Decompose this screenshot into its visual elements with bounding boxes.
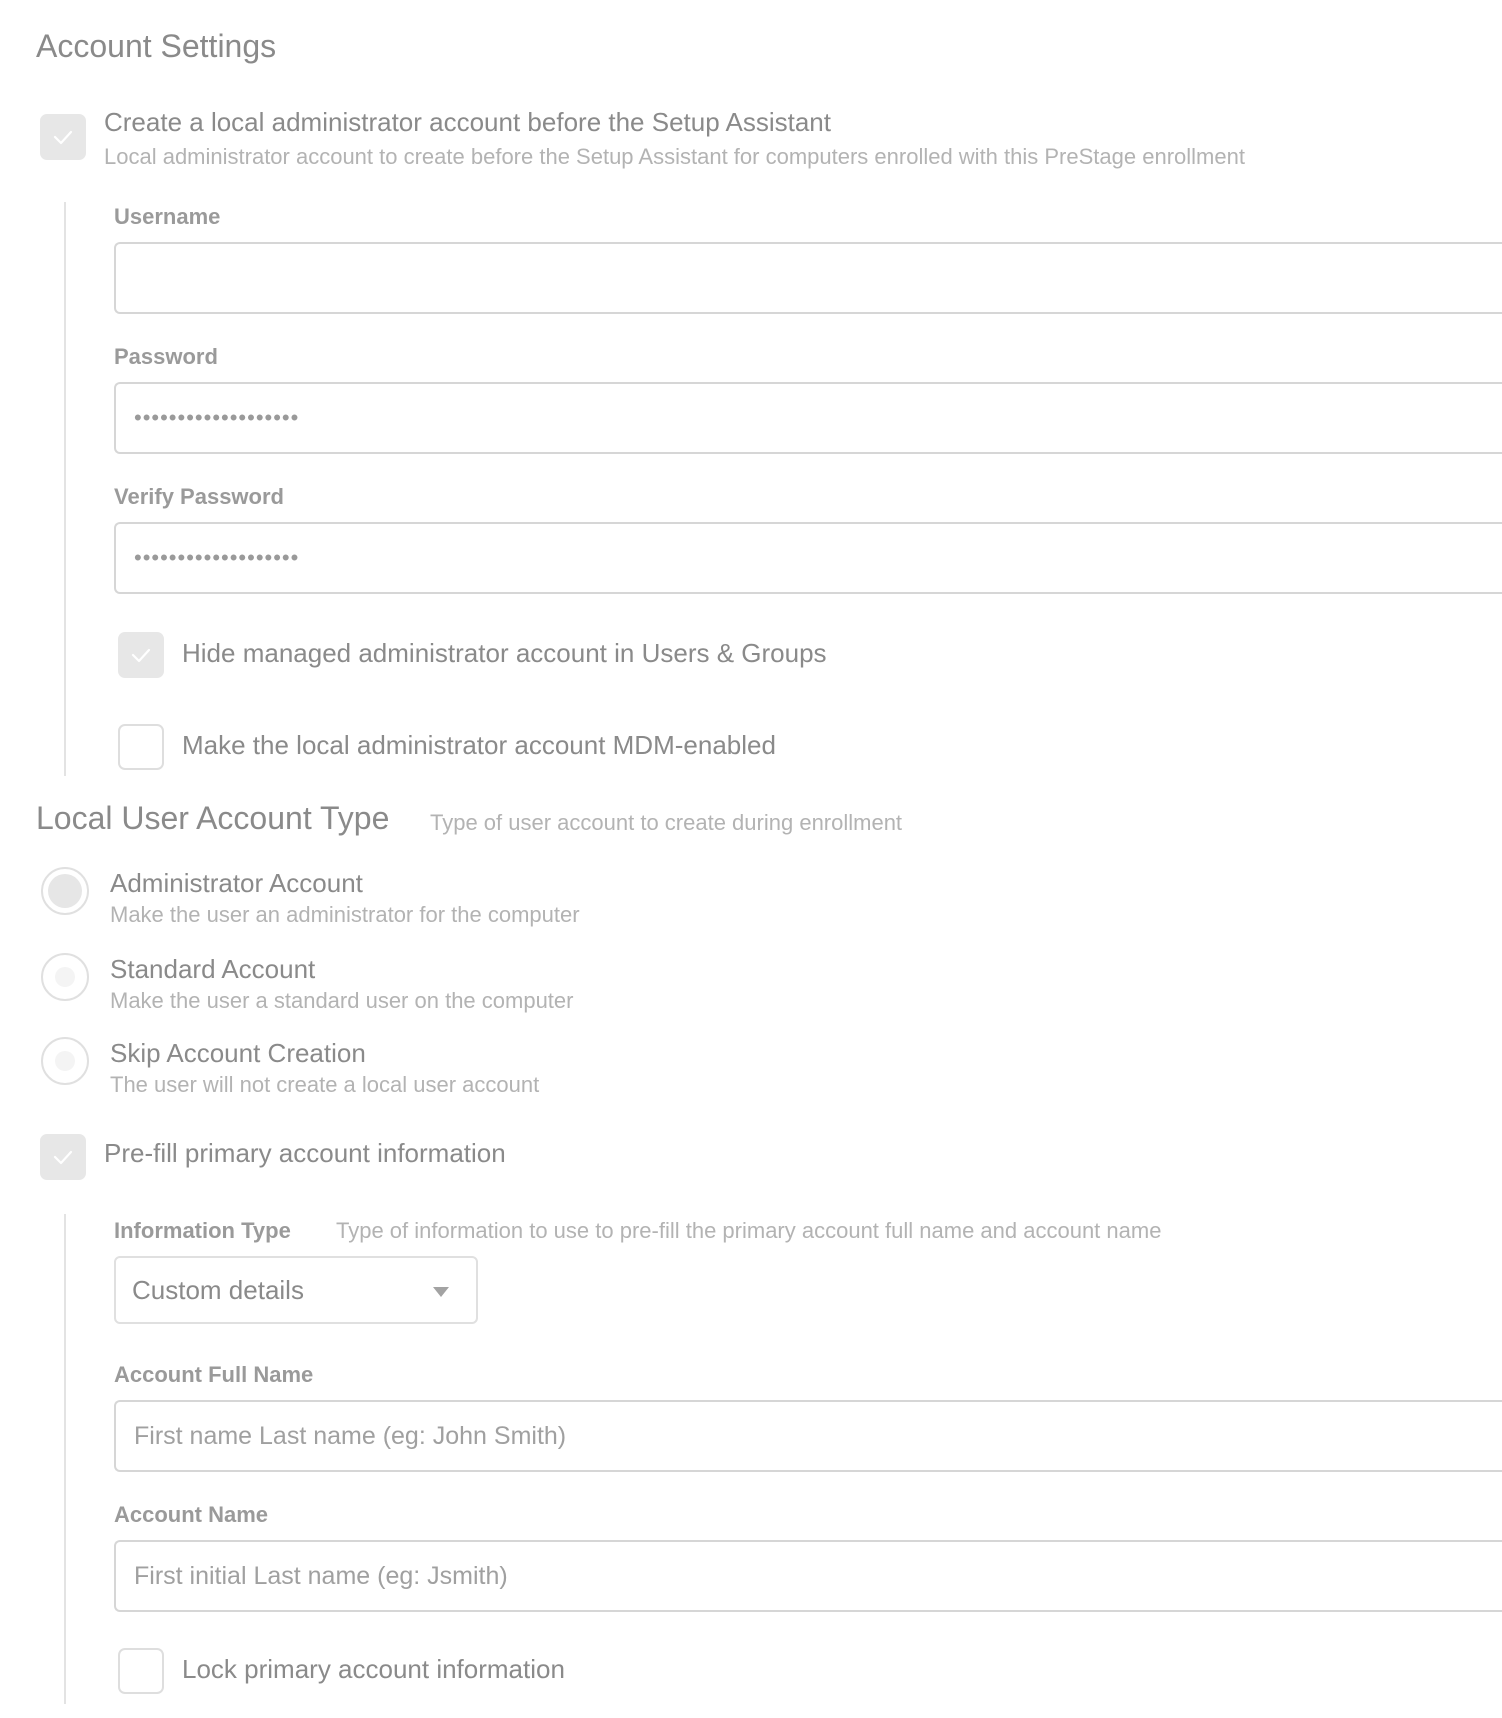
- username-label: Username: [114, 204, 221, 229]
- verify-password-label: Verify Password: [114, 484, 284, 509]
- section-indent-line: [64, 1214, 66, 1704]
- information-type-select[interactable]: [114, 1256, 478, 1324]
- password-input[interactable]: [114, 382, 1502, 454]
- standard-account-description: Make the user a standard user on the computer: [110, 988, 574, 1013]
- lock-primary-checkbox[interactable]: [118, 1648, 164, 1694]
- account-settings-title: Account Settings: [36, 28, 277, 64]
- local-user-account-type-description: Type of user account to create during enrollment: [430, 810, 903, 835]
- account-full-name-input[interactable]: [114, 1400, 1502, 1472]
- checkmark-icon: [128, 642, 154, 668]
- mdm-enabled-label: Make the local administrator account MDM-enabled: [182, 730, 776, 760]
- create-local-admin-checkbox[interactable]: [40, 114, 86, 160]
- information-type-description: Type of information to use to pre-fill the primary account full name and account name: [336, 1218, 1162, 1243]
- checkmark-icon: [50, 124, 76, 150]
- administrator-account-radio[interactable]: [41, 867, 89, 915]
- caret-down-icon: [432, 1286, 450, 1298]
- password-mask: •••••••••••••••••••: [134, 405, 300, 430]
- hide-managed-admin-checkbox[interactable]: [118, 632, 164, 678]
- prefill-checkbox[interactable]: [40, 1134, 86, 1180]
- section-indent-line: [64, 202, 66, 776]
- create-local-admin-label: Create a local administrator account before the Setup Assistant: [104, 107, 831, 137]
- radio-dot: [55, 1051, 75, 1071]
- password-label: Password: [114, 344, 218, 369]
- administrator-account-description: Make the user an administrator for the computer: [110, 902, 580, 927]
- standard-account-label: Standard Account: [110, 954, 316, 984]
- mdm-enabled-checkbox[interactable]: [118, 724, 164, 770]
- prefill-label: Pre-fill primary account information: [104, 1138, 506, 1168]
- lock-primary-label: Lock primary account information: [182, 1654, 565, 1684]
- skip-account-creation-radio[interactable]: [41, 1037, 89, 1085]
- skip-account-creation-label: Skip Account Creation: [110, 1038, 366, 1068]
- account-full-name-label: Account Full Name: [114, 1362, 314, 1387]
- verify-password-mask: •••••••••••••••••••: [134, 545, 300, 570]
- hide-managed-admin-label: Hide managed administrator account in Users & Groups: [182, 638, 827, 668]
- radio-dot: [48, 874, 82, 908]
- information-type-value: Custom details: [132, 1275, 304, 1305]
- account-name-label: Account Name: [114, 1502, 269, 1527]
- administrator-account-label: Administrator Account: [110, 868, 363, 898]
- standard-account-radio[interactable]: [41, 953, 89, 1001]
- checkmark-icon: [50, 1144, 76, 1170]
- local-user-account-type-title: Local User Account Type: [36, 800, 390, 836]
- skip-account-creation-description: The user will not create a local user account: [110, 1072, 540, 1097]
- radio-dot: [55, 967, 75, 987]
- create-local-admin-description: Local administrator account to create before the Setup Assistant for computers enrolled with this PreStage enrollment: [104, 144, 1245, 169]
- account-name-input[interactable]: [114, 1540, 1502, 1612]
- information-type-label: Information Type: [114, 1218, 291, 1243]
- username-input[interactable]: [114, 242, 1502, 314]
- verify-password-input[interactable]: [114, 522, 1502, 594]
